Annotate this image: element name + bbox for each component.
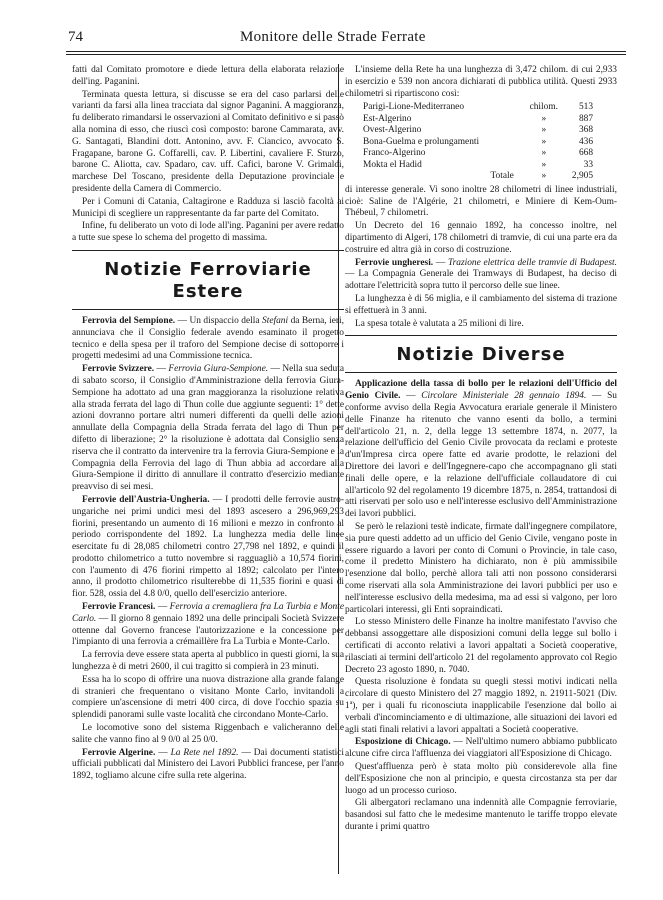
table-row: Ovest-Algerino » 368: [363, 125, 593, 136]
network-value: 33: [583, 159, 593, 170]
paragraph: Le locomotive sono del sistema Riggenbach e valicheranno delle salite che vanno fino al 9 0/0 al 25 0/0.: [72, 723, 344, 745]
paragraph: Un Decreto del 16 gennaio 1892, ha concesso inoltre, nel dipartimento di Algeri, 178 chilometri di tramvie, di cui una parte era da costruire ed altra già in corso di costruzione.: [345, 221, 617, 255]
news-item-france: Ferrovie Francesi. — Ferrovia a cremagliera fra La Turbia e Monte Carlo. — Il giorno 8 gennaio 1892 una delle principali Società Svizzere ottenne dal Governo francese l'autorizzazione e la concessione per l'impianto di una ferrovia a crémaillère fra La Turbia e Monte-Carlo.: [72, 602, 344, 648]
section-title-foreign-news: Notizie Ferroviarie Estere: [104, 258, 312, 302]
item-keyword: Ferrovie ungheresi.: [355, 257, 434, 268]
right-column: [345, 65, 617, 880]
journal-title: Monitore delle Strade Ferrate: [240, 29, 426, 45]
total-label: Totale: [490, 171, 514, 182]
paragraph: Essa ha lo scopo di offrire una nuova distrazione alla grande falange di stranieri che frequentano o visitano Monte Carlo, invitandoli a compiere un'ascensione di metri 400 circa, di dove l'occhio spazia su splendidi panorami sulle vaste località che circondano Monte-Carlo.: [72, 674, 344, 721]
network-table: [363, 102, 593, 183]
left-column: [72, 65, 344, 880]
network-name: Parigi-Lione-Mediterraneo: [363, 102, 465, 113]
page-header: [0, 25, 663, 47]
paragraph: Se però le relazioni testè indicate, firmate dall'ingegnere compilatore, sia pure questi addetto ad un ufficio del Genio Civile, vengano poste in essere riguardo a lavori per conto di Comuni o Provincie, in tale caso, come il predetto Ministero ha dichiarato, non è più ammissibile l'esenzione dal bollo, perchè allora tali atti non possono considerarsi come riservati alla sola Amministrazione dei lavori pubblici per uso e nell'interesse esclusivo della medesima, ma ad essi si valgono, per loro particolari interessi, gli Enti sopraindicati.: [345, 522, 617, 615]
section-rule: [345, 372, 617, 373]
news-item-swiss: Ferrovie Svizzere. — Ferrovia Giura-Sempione. — Nella sua seduta di sabato scorso, il Consiglio d'Amministrazione della ferrovia Giura-Sempione ha adottato ad una gran maggioranza la risoluzione relativa alla strada ferrata del lago di Thun colle due aggiunte seguenti: 1° dette azioni dovranno portare altri numeri differenti da quelli delle azioni annullate della Compagnia della Strada ferrata del lago di Thun per difetto di liberazione; 2° la risoluzione è adottata dal Consiglio senza riserva che il contratto da intervenire tra la ferrovia Giura-Sempione e la Compagnia della Ferrovia del lago di Thun abbia ad accordare alla Giura-Sempione il diritto di annullare il contratto d'esercizio mediante preavviso di sei mesi.: [72, 364, 344, 493]
network-value: 887: [578, 113, 593, 124]
paragraph: Quest'affluenza però è stata molto più considerevole alla fine dell'Esposizione che non al principio, e questa circostanza sta per dar luogo ad un processo curioso.: [345, 761, 617, 796]
total-value: 2,905: [571, 171, 593, 182]
table-total-row: Totale » 2,905: [363, 171, 593, 183]
item-source: Stefani: [262, 315, 289, 326]
paragraph: fatti dal Comitato promotore e diede lettura della elaborata relazione dell'ing. Paganini.: [72, 65, 344, 87]
table-row: Est-Algerino » 887: [363, 113, 593, 124]
news-item-stamp-tax: Applicazione della tassa di bollo per le relazioni dell'Ufficio del Genio Civile. — Circolare Ministeriale 28 gennaio 1894. — Su conforme avviso della Regia Avvocatura erariale generale il Ministero delle Finanze ha ritenuto che vanno esenti da bollo, a termini dell'articolo 21, n. 2, della legge 13 settembre 1874, n. 2077, la relazione dell'ufficio del Genio Civile provocata da reclami e proteste d'un'Impresa circa opere fatte ed avarie prodotte, le relazioni del Direttore dei lavori e dell'Ingegnere-capo che accompagnano gli stati finali delle opere, e la relazione dell'ufficiale collaudatore di cui all'articolo 92 del regolamento 19 dicembre 1875, n. 2854, trattandosi di atti riservati per solo uso e nell'interesse esclusivo dell'Amministrazione dei lavori pubblici.: [345, 379, 617, 520]
item-keyword: Ferrovia del Sempione.: [82, 315, 176, 326]
section-rule: [345, 335, 617, 336]
table-row: Franco-Algerino » 668: [363, 148, 593, 159]
news-item-chicago: Esposizione di Chicago. — Nell'ultimo numero abbiamo pubblicato alcune cifre circa l'affluenza dei viaggiatori all'Esposizione di Chicago.: [345, 737, 617, 760]
paragraph: La ferrovia deve essere stata aperta al pubblico in questi giorni, la sua lunghezza è di metri 2600, il cui tragitto si compierà in 23 minuti.: [72, 650, 344, 673]
item-source: La Rete nel 1892.: [170, 747, 239, 758]
item-source: Ferrovia Giura-Sempione.: [168, 364, 269, 375]
paragraph: L'insieme della Rete ha una lunghezza di 3,472 chilom. di cui 2,933 in esercizio e 539 non ancora dichiarati di pubblica utilità. Questi 2933 chilometri si ripartiscono così:: [345, 65, 617, 99]
network-name: Est-Algerino: [363, 113, 412, 124]
header-rule: [66, 51, 626, 52]
table-row: Mokta el Hadid » 33: [363, 159, 593, 170]
paragraph: di interesse generale. Vi sono inoltre 28 chilometri di linee industriali, cioè: Saline de l'Algérie, 21 chilometri, e Miniere di Kem-Oum-Thébeul, 7 chilometri.: [345, 184, 617, 219]
paragraph: Per i Comuni di Catania, Caltagirone e Radduza si lasciò facoltà ai Municipi di scegliere un rappresentante da far parte del Comitato.: [72, 196, 344, 219]
network-name: Franco-Algerino: [363, 148, 426, 159]
paragraph: La spesa totale è valutata a 25 milioni di lire.: [355, 318, 524, 329]
paragraph: Gli albergatori reclamano una indennità alle Compagnie ferroviarie, basandosi sul fatto che le medesime mantenuto le tariffe troppo elevate durante i primi quattro: [345, 798, 617, 832]
network-name: Mokta el Hadid: [363, 159, 422, 170]
item-keyword: Ferrovie Svizzere.: [82, 364, 155, 375]
header-rule-double: [66, 54, 626, 55]
network-name: Ovest-Algerino: [363, 125, 422, 136]
paragraph: Questa risoluzione è fondata su quegli stessi motivi indicati nella circolare di questo Ministero del 27 maggio 1892, n. 21911-5021 (Div. 1ª), per i quali fu riconosciuta inapplicabile l'esenzione dal bollo ai verbali d'incominciamento e di ultimazione, alle situazioni dei lavori ed agli stati finali relativi a lavori appaltati a Società cooperative.: [345, 677, 617, 735]
table-row: [363, 102, 593, 114]
network-unit: chilom.: [529, 102, 558, 113]
news-item-sempione: Ferrovia del Sempione. — Un dispaccio della Stefani da Berna, ieri, annunciava che il Consiglio federale avendo esaminato il progetto tecnico e della spesa per il traforo del Sempione decise di sottoporre i progetti medesimi ad una Commissione tecnica.: [72, 315, 344, 362]
page-number: 74: [68, 29, 83, 45]
item-source: Circolare Ministeriale 28 gennaio 1894.: [421, 391, 587, 402]
paragraph: Infine, fu deliberato un voto di lode all'ing. Paganini per avere redatto a tutte sue spese lo schema del progetto di massima.: [72, 221, 344, 244]
section-rule: [72, 250, 344, 251]
section-title-various-news: Notizie Diverse: [396, 344, 566, 366]
item-keyword: Ferrovie dell'Austria-Ungheria.: [82, 494, 210, 505]
paragraph: Lo stesso Ministero delle Finanze ha inoltre manifestato l'avviso che debbansi assoggettare alle disposizioni comuni della legge sul bollo i certificati di acconto relativi a lavori appaltati a Società cooperative, rilasciati ai termini dell'articolo 21 del regolamento approvato col Regio Decreto 23 agosto 1890, n. 7040.: [345, 617, 617, 675]
item-keyword: Ferrovie Algerine.: [82, 747, 156, 758]
news-item-hungary: Ferrovie ungheresi. — Trazione elettrica delle tramvie di Budapest. — La Compagnia Generale dei Tramways di Budapest, ha deciso di adottare l'elettricità sopra tutto il percorso delle sue linee.: [345, 257, 617, 292]
section-rule: [72, 309, 344, 310]
network-value: 513: [578, 102, 593, 113]
item-keyword: Ferrovie Francesi.: [82, 602, 156, 613]
table-row: Bona-Guelma e prolungamenti » 436: [363, 136, 593, 147]
paragraph: Terminata questa lettura, si discusse se era del caso parlarsi delle varianti da farsi alla linea tracciata dal signor Paganini. A maggioranza, fu deliberato rimandarsi le osservazioni al Comitato definitivo e si passò alla nomina di esso, che riuscì così composto: barone Cammarata, avv. G. Santagati, Blandini dott. Antonino, avv. F. Ciancico, avvocato S. Fragapane, barone G. Coffarelli, cav. P. Libertini, cavaliere F. Sturzo, barone C. Aliotta, cav. Spadaro, cav. uff. Cafici, barone V. Grimaldi, marchese Del Toscano, presidente della Deputazione provinciale e presidente della Camera di Commercio.: [72, 89, 344, 194]
item-source: Trazione elettrica delle tramvie di Budapest.: [447, 257, 617, 268]
network-name: Bona-Guelma e prolungamenti: [363, 136, 480, 147]
network-value: 368: [578, 125, 593, 136]
news-item-algeria: Ferrovie Algerine. — La Rete nel 1892. — Dai documenti statistici ufficiali pubblicati dal Ministero dei Lavori Pubblici francese, per l'anno 1892, togliamo alcune cifre sulla rete algerina.: [72, 747, 344, 782]
news-item-austria: Ferrovie dell'Austria-Ungheria. — I prodotti delle ferrovie austro-ungariche nei primi undici mesi del 1893 ascesero a 296,969,293 fiorini, presentando un aumento di 16 milioni e mezzo in confronto al periodo corrispondente del 1892. La lunghezza media delle linee esercitate fu di 28,085 chilometri contro 27,798 nel 1892, e quindi il prodotto chilometrico a tutto novembre si ragguagliò a 10,574 fiorini, con l'aumento di 476 fiorini rimpetto al 1892; calcolato per l'intero anno, il prodotto chilometrico risulterebbe di 11,535 fiorini e quasi di fior. 528, ossia del 4.8 0/0, quello dell'esercizio anteriore.: [72, 494, 344, 600]
item-source: Ferrovia a cremagliera fra La Turbia e Monte Carlo.: [72, 602, 344, 624]
network-value: 668: [578, 148, 593, 159]
network-value: 436: [578, 136, 593, 147]
paragraph: La lunghezza è di 56 miglia, e il cambiamento del sistema di trazione si effettuerà in 3 anni.: [345, 294, 617, 316]
item-keyword: Applicazione della tassa di bollo per le relazioni dell'Ufficio del Genio Civile.: [345, 379, 617, 402]
item-keyword: Esposizione di Chicago.: [355, 737, 451, 748]
